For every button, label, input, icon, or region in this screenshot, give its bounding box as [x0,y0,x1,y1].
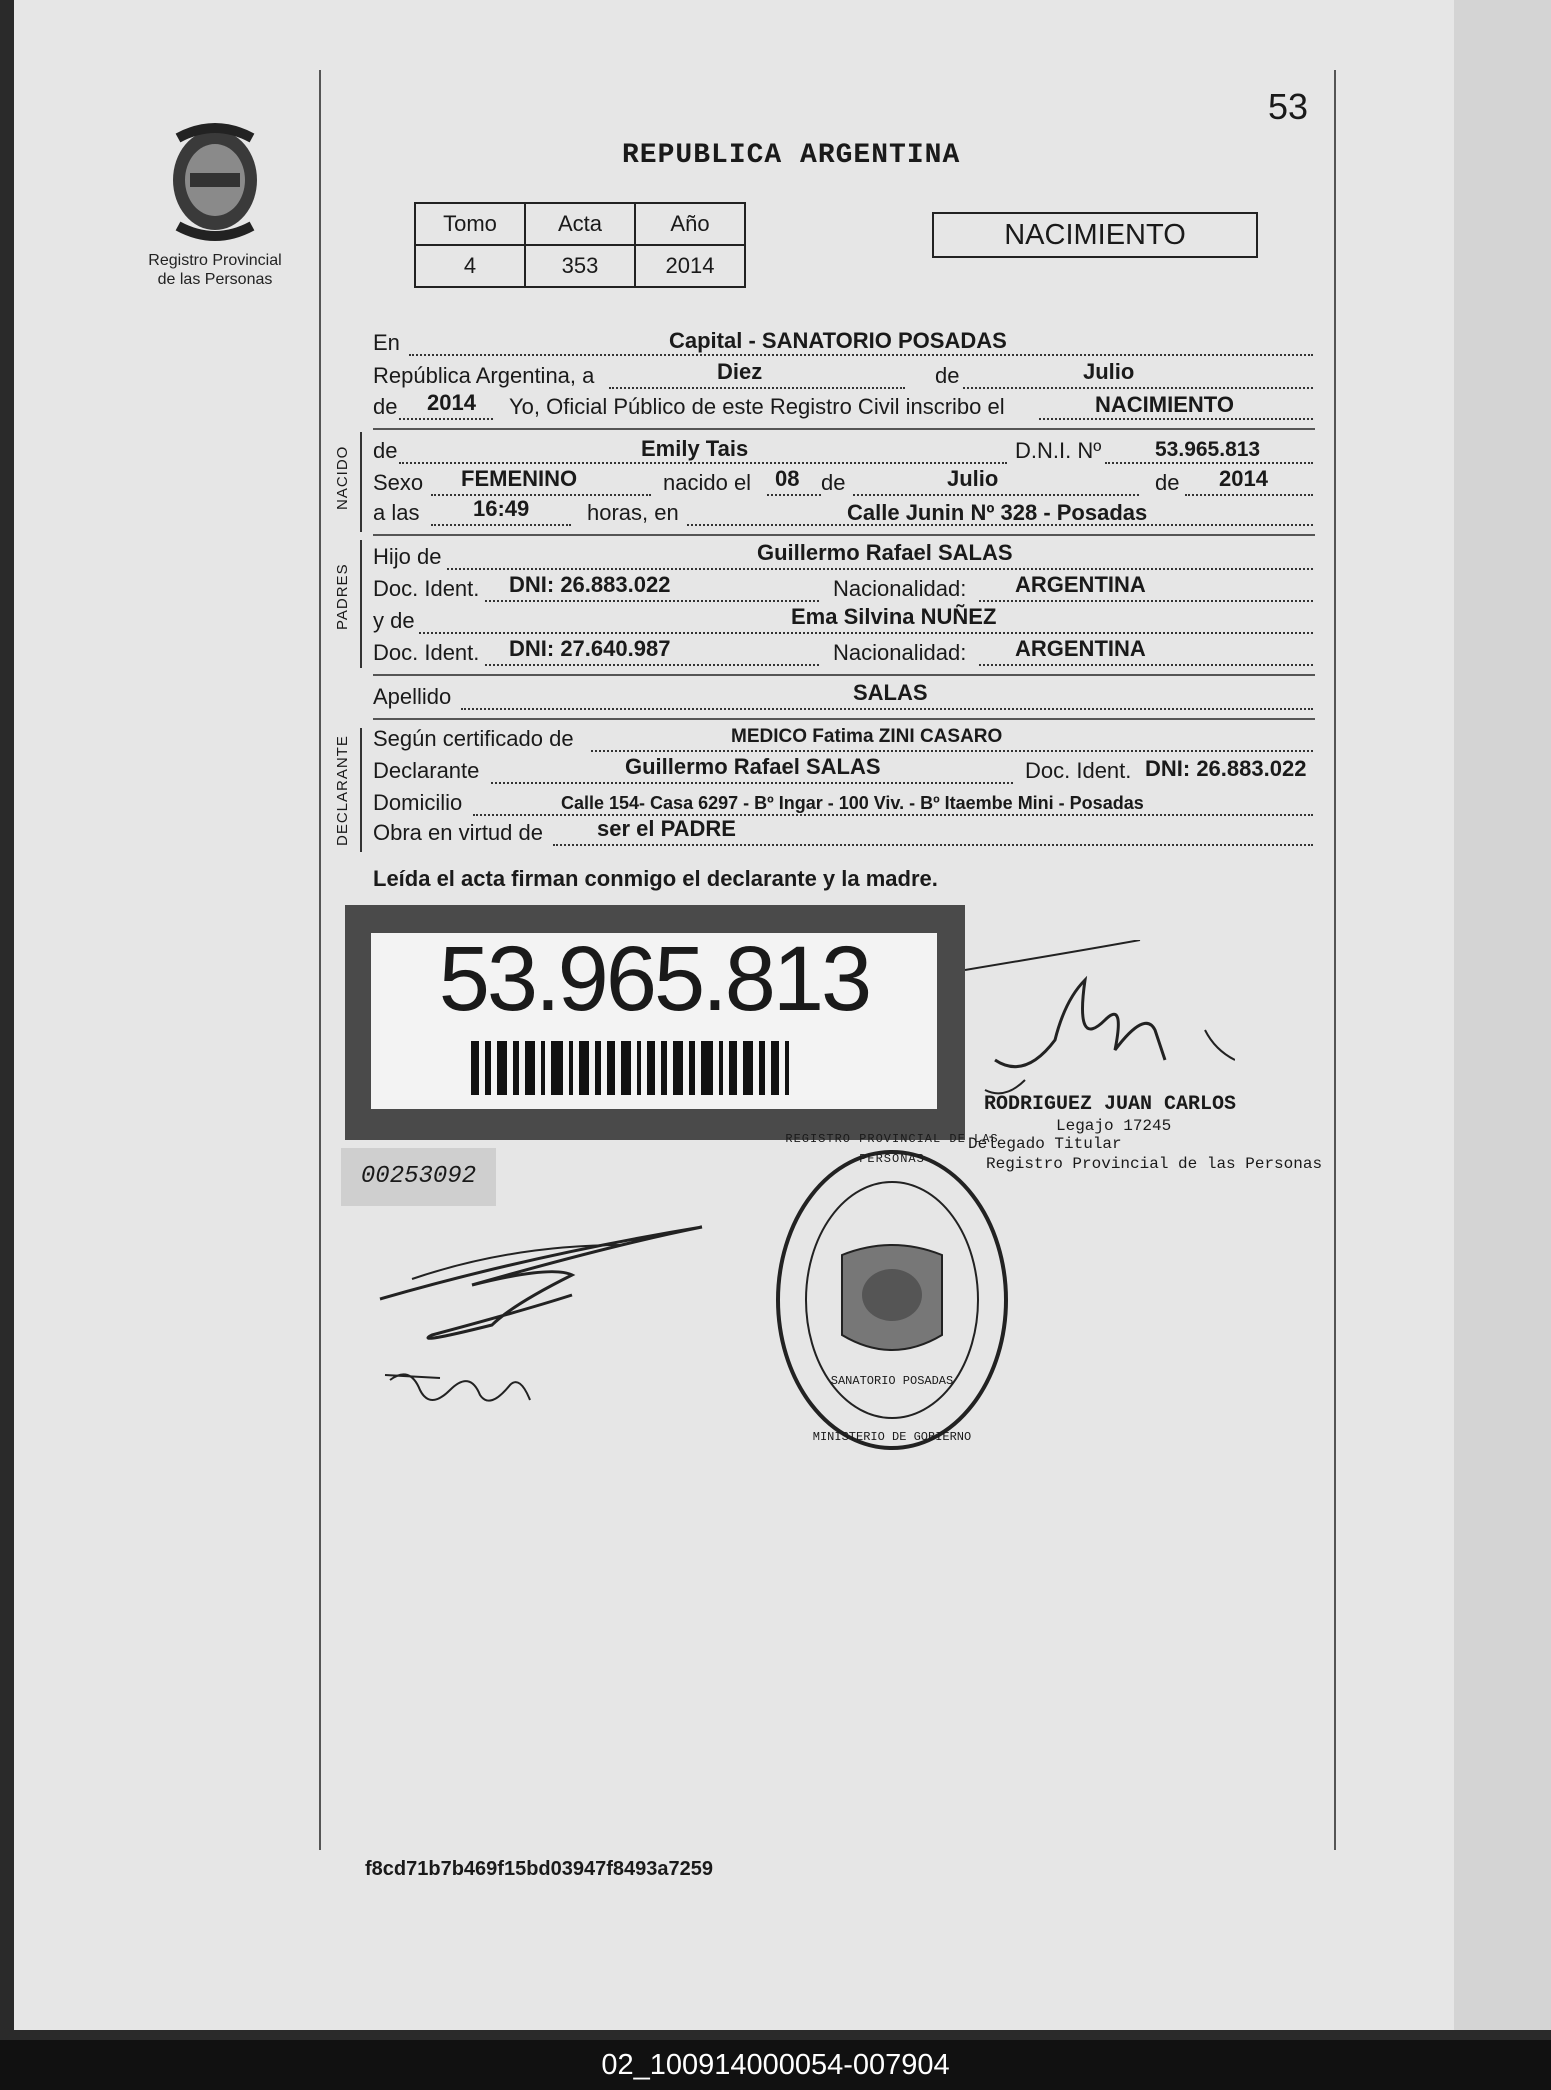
label-dni: D.N.I. Nº [1015,438,1102,463]
row-republica [373,361,1313,391]
official-role: Delegado Titular [968,1135,1122,1153]
row-hora [373,498,1313,528]
province-emblem [160,118,270,248]
row-hijo-de [373,542,1313,572]
value-father-name: Guillermo Rafael SALAS [757,540,1013,565]
emblem-label: Registro Provincial de las Personas [148,252,282,288]
label-de-name: de [373,438,398,463]
row-mother-doc [373,638,1313,668]
declarant-signature [372,1215,712,1350]
row-inscribo [373,392,1313,422]
side-label-declarante: DECLARANTE [334,735,351,846]
left-frame-line [319,70,321,1850]
ref-header-acta: Acta [525,203,635,245]
value-name: Emily Tais [641,436,749,461]
label-horas: horas, en [587,500,679,525]
footer-id: 02_100914000054-007904 [0,2040,1551,2090]
label-de-birth-year: de [1155,470,1180,495]
value-mother-nationality: ARGENTINA [1015,636,1146,661]
value-en: Capital - SANATORIO POSADAS [669,328,1007,353]
row-nacido-name [373,436,1313,466]
value-father-doc: DNI: 26.883.022 [509,572,671,597]
label-nacionalidad: Nacionalidad: [833,640,967,665]
registry-seal [772,1132,1012,1455]
value-apellido: SALAS [853,680,928,705]
row-y-de [373,606,1313,636]
ref-value-ano: 2014 [635,245,745,287]
dni-stamp [345,905,965,1140]
row-sexo [373,468,1313,498]
official-legajo: Legajo 17245 [1056,1117,1172,1135]
row-declarante [373,756,1313,786]
label-a-las: a las [373,500,420,525]
label-domicilio: Domicilio [373,790,463,815]
label-doc-ident: Doc. Ident. [373,576,480,601]
value-inscribo: NACIMIENTO [1095,392,1234,417]
ref-value-tomo: 4 [415,245,525,287]
value-birth-place: Calle Junin Nº 328 - Posadas [847,500,1148,525]
row-en [373,328,1313,358]
value-mother-name: Ema Silvina NUÑEZ [791,604,997,629]
label-declarante: Declarante [373,758,480,783]
value-domicilio: Calle 154- Casa 6297 - Bº Ingar - 100 Viv. - Bº Itaembe Mini - Posadas [561,793,1144,813]
seal-bottom-text: MINISTERIO DE GOBIERNO [812,1430,972,1444]
value-declarante: Guillermo Rafael SALAS [625,754,881,779]
document-hash: f8cd71b7b469f15bd03947f8493a7259 [365,1858,714,1880]
label-y-de: y de [373,608,415,633]
label-inscribo: Yo, Oficial Público de este Registro Civil inscribo el [509,394,1005,419]
value-father-nationality: ARGENTINA [1015,572,1146,597]
closing-statement: Leída el acta firman conmigo el declarante y la madre. [373,866,938,891]
record-type-box: NACIMIENTO [932,212,1258,258]
label-republica: República Argentina, a [373,363,595,388]
value-year: 2014 [427,390,476,415]
mother-signature [380,1360,540,1420]
label-doc-ident: Doc. Ident. [373,640,480,665]
value-birth-year: 2014 [1219,466,1268,491]
label-apellido: Apellido [373,684,452,709]
row-segun [373,724,1313,754]
page-edge [1454,0,1551,2030]
label-de-birth-month: de [821,470,846,495]
row-father-doc [373,574,1313,604]
stamp-number: 53.965.813 [438,928,870,1030]
divider [373,534,1315,536]
value-birth-time: 16:49 [473,496,530,521]
value-birth-month: Julio [947,466,999,491]
page-title: REPUBLICA ARGENTINA [622,140,961,171]
right-frame-line [1334,70,1336,1850]
divider [373,718,1315,720]
divider [373,428,1315,430]
value-segun: MEDICO Fatima ZINI CASARO [731,726,1003,747]
value-day: Diez [717,359,763,384]
label-hijo-de: Hijo de [373,544,442,569]
value-declarante-doc: DNI: 26.883.022 [1145,756,1307,781]
row-obra [373,818,1313,848]
label-sexo: Sexo [373,470,424,495]
divider [373,674,1315,676]
serial-number: 00253092 [341,1148,496,1206]
label-nacido-el: nacido el [663,470,752,495]
label-en: En [373,330,400,355]
value-sexo: FEMENINO [461,466,578,491]
page-number: 53 [1268,86,1309,127]
reference-table [414,202,746,288]
barcode [471,1041,789,1095]
side-label-nacido: NACIDO [334,445,351,510]
seal-inner-text: SANATORIO POSADAS [830,1374,954,1388]
value-birth-day: 08 [775,466,800,491]
row-domicilio [373,788,1313,818]
official-office: Registro Provincial de las Personas [986,1155,1323,1173]
label-doc-ident: Doc. Ident. [1025,758,1132,783]
label-de: de [935,363,960,388]
value-dni: 53.965.813 [1155,438,1261,461]
official-name: RODRIGUEZ JUAN CARLOS [984,1093,1237,1116]
label-obra: Obra en virtud de [373,820,543,845]
row-apellido [373,682,1313,712]
ref-header-ano: Año [635,203,745,245]
value-obra: ser el PADRE [597,816,736,841]
ref-value-acta: 353 [525,245,635,287]
label-segun: Según certificado de [373,726,574,751]
seal-outer-text: REGISTRO PROVINCIAL DE LAS PERSONAS [785,1132,999,1166]
label-nacionalidad: Nacionalidad: [833,576,967,601]
value-mother-doc: DNI: 27.640.987 [509,636,671,661]
side-label-padres: PADRES [334,563,351,630]
ref-header-tomo: Tomo [415,203,525,245]
label-de-year: de [373,394,398,419]
value-month: Julio [1083,359,1135,384]
